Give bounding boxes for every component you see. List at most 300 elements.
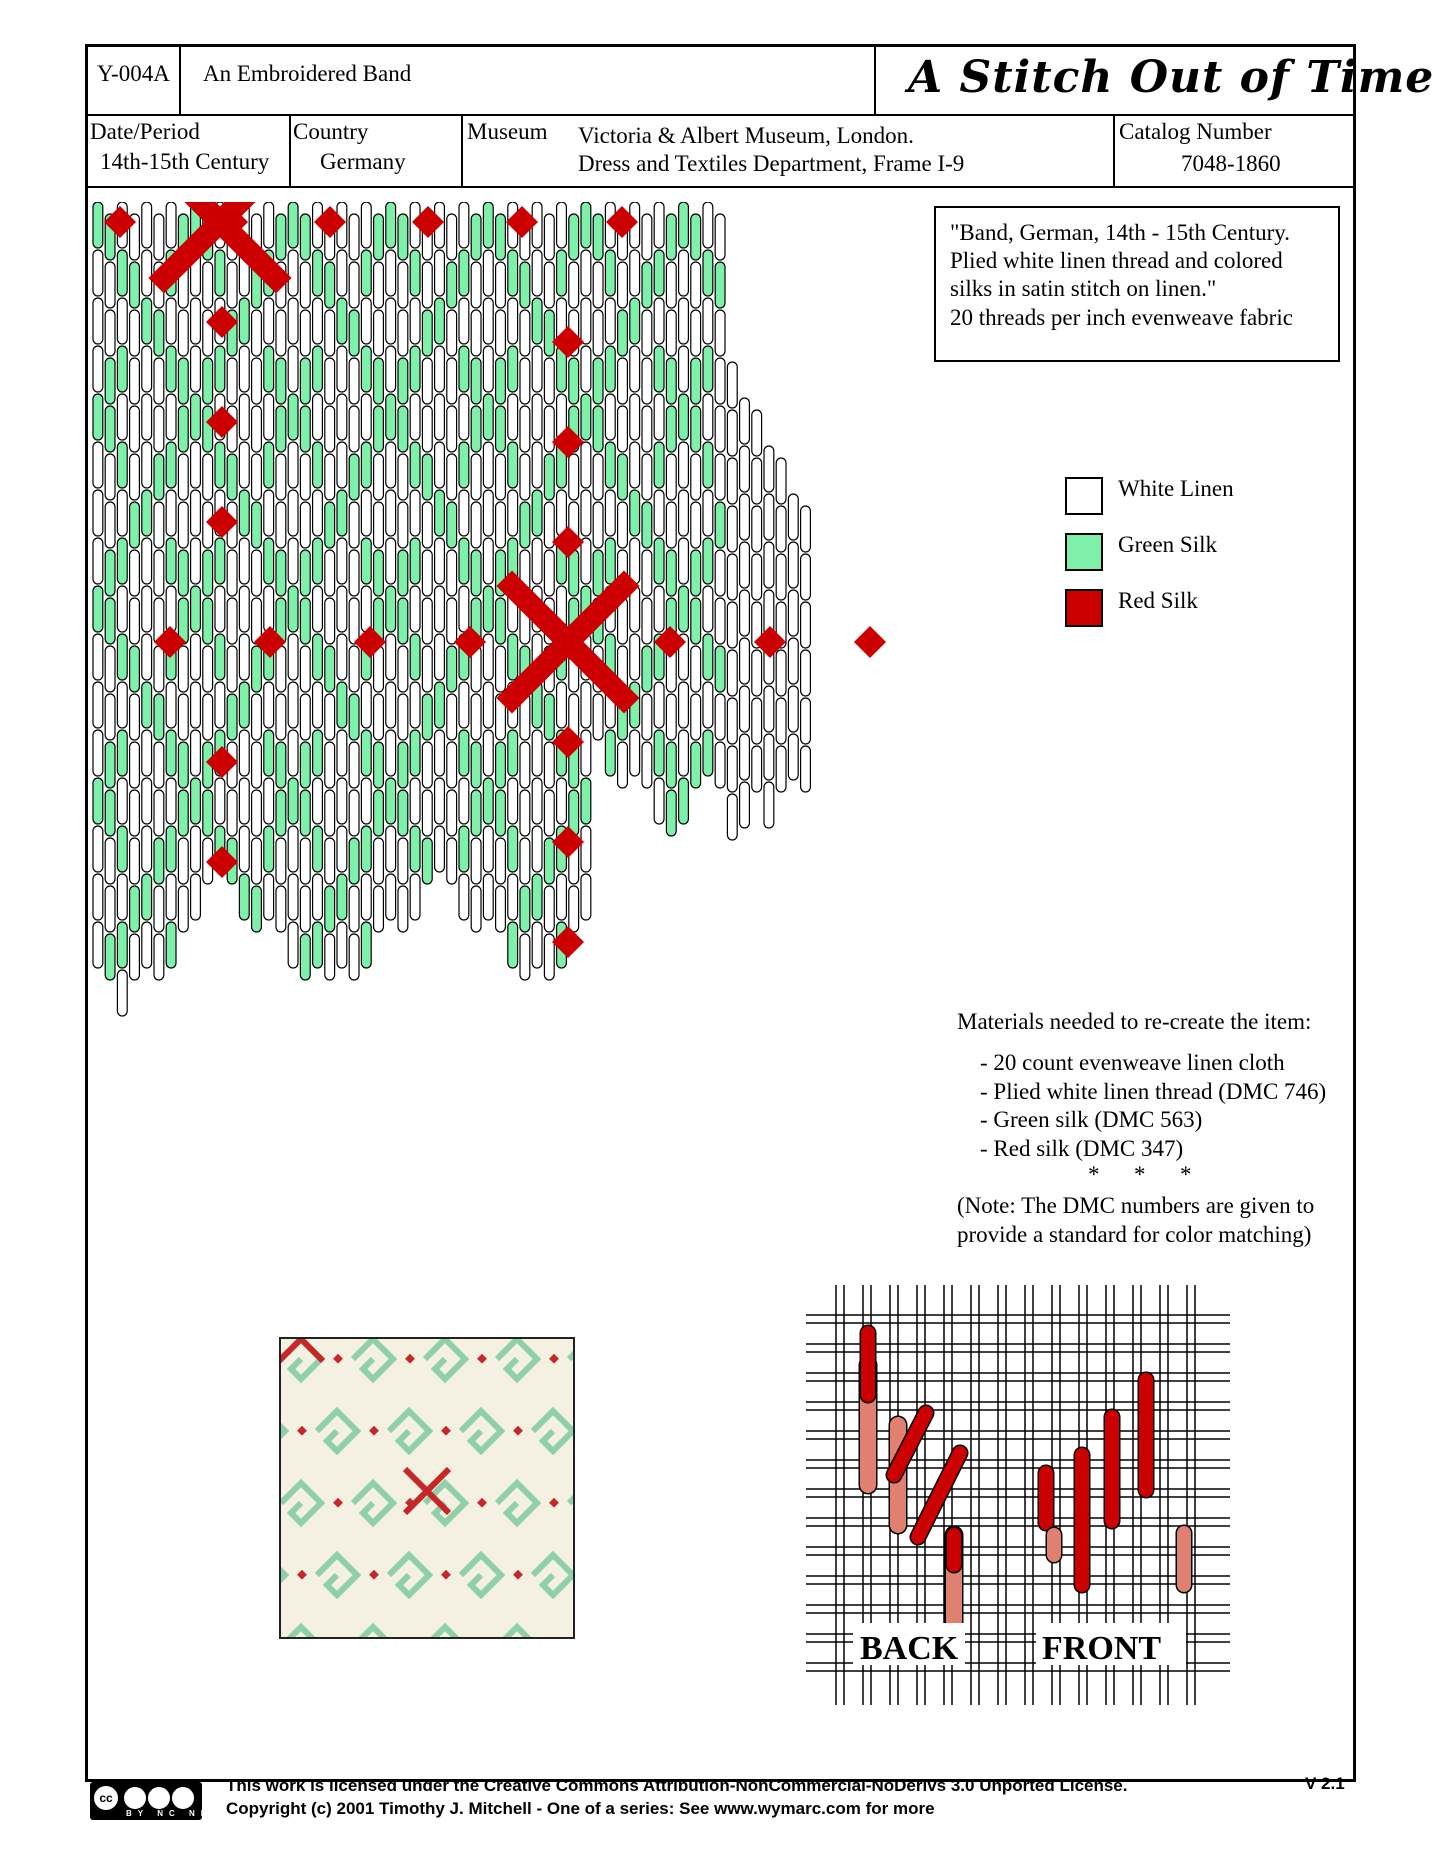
green-satin-stitch — [508, 250, 518, 296]
green-satin-stitch — [166, 826, 176, 872]
white-satin-stitch — [178, 646, 188, 692]
green-satin-stitch — [178, 358, 188, 404]
green-satin-stitch — [422, 838, 432, 884]
white-satin-stitch — [398, 694, 408, 740]
white-satin-stitch — [361, 394, 371, 440]
white-satin-stitch — [752, 746, 762, 792]
white-satin-stitch — [178, 886, 188, 932]
white-satin-stitch — [679, 490, 689, 536]
white-satin-stitch — [300, 310, 310, 356]
green-satin-stitch — [496, 214, 506, 260]
white-satin-stitch — [801, 602, 811, 648]
white-satin-stitch — [239, 634, 249, 680]
white-satin-stitch — [239, 778, 249, 824]
white-satin-stitch — [203, 454, 213, 500]
green-satin-stitch — [398, 790, 408, 836]
green-satin-stitch — [691, 742, 701, 788]
white-satin-stitch — [544, 886, 554, 932]
white-satin-stitch — [252, 838, 262, 884]
white-satin-stitch — [544, 406, 554, 452]
white-satin-stitch — [337, 634, 347, 680]
white-satin-stitch — [337, 730, 347, 776]
white-satin-stitch — [764, 446, 774, 492]
green-satin-stitch — [642, 262, 652, 308]
white-satin-stitch — [801, 698, 811, 744]
white-satin-stitch — [557, 778, 567, 824]
white-satin-stitch — [117, 778, 127, 824]
white-satin-stitch — [447, 406, 457, 452]
white-satin-stitch — [349, 406, 359, 452]
white-satin-stitch — [227, 358, 237, 404]
green-satin-stitch — [459, 250, 469, 296]
white-satin-stitch — [288, 346, 298, 392]
white-satin-stitch — [459, 490, 469, 536]
white-satin-stitch — [288, 250, 298, 296]
green-satin-stitch — [679, 202, 689, 248]
white-satin-stitch — [776, 650, 786, 696]
white-satin-stitch — [447, 358, 457, 404]
white-satin-stitch — [642, 406, 652, 452]
materials-separator: * * * — [1088, 1162, 1192, 1187]
white-satin-stitch — [154, 886, 164, 932]
green-satin-stitch — [117, 346, 127, 392]
white-satin-stitch — [520, 790, 530, 836]
white-satin-stitch — [727, 362, 737, 408]
green-satin-stitch — [691, 406, 701, 452]
green-satin-stitch — [374, 406, 384, 452]
white-satin-stitch — [630, 250, 640, 296]
white-satin-stitch — [752, 410, 762, 456]
white-satin-stitch — [142, 538, 152, 584]
white-satin-stitch — [117, 682, 127, 728]
white-satin-stitch — [361, 778, 371, 824]
green-satin-stitch — [117, 442, 127, 488]
white-satin-stitch — [142, 634, 152, 680]
white-satin-stitch — [142, 586, 152, 632]
white-satin-stitch — [520, 454, 530, 500]
green-satin-stitch — [435, 682, 445, 728]
white-satin-stitch — [288, 538, 298, 584]
white-satin-stitch — [715, 742, 725, 788]
white-satin-stitch — [752, 698, 762, 744]
white-satin-stitch — [496, 502, 506, 548]
white-satin-stitch — [361, 874, 371, 920]
green-satin-stitch — [508, 826, 518, 872]
green-satin-stitch — [239, 682, 249, 728]
white-satin-stitch — [227, 646, 237, 692]
green-satin-stitch — [93, 202, 103, 248]
white-satin-stitch — [117, 874, 127, 920]
green-satin-stitch — [471, 358, 481, 404]
green-satin-stitch — [215, 346, 225, 392]
legend-swatch-green — [1065, 533, 1103, 571]
white-satin-stitch — [422, 262, 432, 308]
white-satin-stitch — [349, 790, 359, 836]
green-satin-stitch — [276, 214, 286, 260]
green-satin-stitch — [349, 838, 359, 884]
white-satin-stitch — [581, 346, 591, 392]
white-satin-stitch — [605, 298, 615, 344]
white-satin-stitch — [349, 358, 359, 404]
stitch-diagram — [806, 1285, 1230, 1705]
white-satin-stitch — [117, 490, 127, 536]
white-satin-stitch — [117, 394, 127, 440]
green-satin-stitch — [130, 886, 140, 932]
white-satin-stitch — [93, 250, 103, 296]
by-icon — [122, 1785, 148, 1811]
white-satin-stitch — [142, 202, 152, 248]
white-satin-stitch — [93, 730, 103, 776]
white-satin-stitch — [654, 298, 664, 344]
white-satin-stitch — [313, 778, 323, 824]
green-satin-stitch — [483, 778, 493, 824]
white-satin-stitch — [788, 734, 798, 780]
white-satin-stitch — [117, 298, 127, 344]
white-satin-stitch — [581, 442, 591, 488]
white-satin-stitch — [276, 454, 286, 500]
green-satin-stitch — [130, 646, 140, 692]
white-satin-stitch — [130, 838, 140, 884]
white-satin-stitch — [166, 490, 176, 536]
green-satin-stitch — [117, 250, 127, 296]
green-satin-stitch — [361, 442, 371, 488]
green-satin-stitch — [276, 406, 286, 452]
white-satin-stitch — [191, 538, 201, 584]
green-satin-stitch — [410, 730, 420, 776]
green-satin-stitch — [361, 922, 371, 968]
green-satin-stitch — [203, 598, 213, 644]
white-satin-stitch — [740, 782, 750, 828]
white-satin-stitch — [544, 502, 554, 548]
green-satin-stitch — [410, 634, 420, 680]
white-satin-stitch — [130, 406, 140, 452]
white-satin-stitch — [740, 542, 750, 588]
green-satin-stitch — [593, 214, 603, 260]
white-satin-stitch — [300, 454, 310, 500]
white-satin-stitch — [727, 650, 737, 696]
white-satin-stitch — [203, 262, 213, 308]
green-satin-stitch — [557, 250, 567, 296]
white-satin-stitch — [288, 730, 298, 776]
white-satin-stitch — [776, 698, 786, 744]
copyright-line: Copyright (c) 2001 Timothy J. Mitchell - One of a series: See www.wymarc.com for more — [226, 1799, 935, 1818]
green-satin-stitch — [93, 394, 103, 440]
white-satin-stitch — [593, 454, 603, 500]
green-satin-stitch — [642, 502, 652, 548]
white-satin-stitch — [642, 454, 652, 500]
white-satin-stitch — [227, 598, 237, 644]
white-satin-stitch — [313, 586, 323, 632]
white-satin-stitch — [337, 778, 347, 824]
white-satin-stitch — [252, 406, 262, 452]
white-satin-stitch — [752, 506, 762, 552]
white-satin-stitch — [349, 886, 359, 932]
white-satin-stitch — [227, 790, 237, 836]
white-satin-stitch — [740, 398, 750, 444]
green-satin-stitch — [227, 454, 237, 500]
white-satin-stitch — [191, 874, 201, 920]
green-satin-stitch — [154, 310, 164, 356]
white-satin-stitch — [435, 730, 445, 776]
green-satin-stitch — [666, 214, 676, 260]
white-satin-stitch — [776, 746, 786, 792]
green-satin-stitch — [471, 214, 481, 260]
white-satin-stitch — [178, 454, 188, 500]
materials-heading: Materials needed to re-create the item: — [957, 1009, 1312, 1034]
white-satin-stitch — [544, 790, 554, 836]
green-satin-stitch — [398, 358, 408, 404]
date-value: 14th-15th Century — [100, 149, 270, 174]
white-satin-stitch — [691, 310, 701, 356]
white-satin-stitch — [300, 502, 310, 548]
white-satin-stitch — [691, 454, 701, 500]
green-satin-stitch — [618, 310, 628, 356]
white-satin-stitch — [227, 550, 237, 596]
green-satin-stitch — [117, 826, 127, 872]
white-satin-stitch — [544, 262, 554, 308]
white-satin-stitch — [325, 598, 335, 644]
green-satin-stitch — [703, 250, 713, 296]
green-satin-stitch — [544, 310, 554, 356]
green-satin-stitch — [593, 406, 603, 452]
green-satin-stitch — [593, 550, 603, 596]
green-satin-stitch — [178, 550, 188, 596]
white-satin-stitch — [532, 346, 542, 392]
white-satin-stitch — [239, 538, 249, 584]
white-satin-stitch — [276, 886, 286, 932]
white-satin-stitch — [154, 934, 164, 980]
green-satin-stitch — [325, 502, 335, 548]
series-title: A Stitch Out of Time — [908, 52, 1435, 103]
white-satin-stitch — [654, 778, 664, 824]
green-satin-stitch — [508, 442, 518, 488]
green-satin-stitch — [654, 730, 664, 776]
green-satin-stitch — [349, 694, 359, 740]
white-satin-stitch — [618, 742, 628, 788]
white-satin-stitch — [410, 298, 420, 344]
white-satin-stitch — [496, 310, 506, 356]
green-satin-stitch — [325, 646, 335, 692]
white-satin-stitch — [130, 742, 140, 788]
green-satin-stitch — [581, 202, 591, 248]
white-satin-stitch — [459, 586, 469, 632]
quote-line-4: 20 threads per inch evenweave fabric — [950, 305, 1293, 330]
green-satin-stitch — [203, 406, 213, 452]
white-satin-stitch — [130, 550, 140, 596]
white-satin-stitch — [288, 442, 298, 488]
date-label: Date/Period — [90, 119, 200, 144]
white-satin-stitch — [727, 602, 737, 648]
white-satin-stitch — [776, 554, 786, 600]
white-satin-stitch — [166, 778, 176, 824]
white-satin-stitch — [715, 214, 725, 260]
green-satin-stitch — [483, 202, 493, 248]
green-satin-stitch — [361, 538, 371, 584]
green-satin-stitch — [447, 646, 457, 692]
white-satin-stitch — [105, 838, 115, 884]
green-satin-stitch — [288, 778, 298, 824]
green-satin-stitch — [666, 790, 676, 836]
white-satin-stitch — [349, 742, 359, 788]
white-satin-stitch — [191, 634, 201, 680]
white-satin-stitch — [313, 490, 323, 536]
green-satin-stitch — [191, 394, 201, 440]
green-satin-stitch — [508, 634, 518, 680]
white-satin-stitch — [313, 874, 323, 920]
white-satin-stitch — [276, 646, 286, 692]
green-satin-stitch — [337, 298, 347, 344]
green-satin-stitch — [105, 742, 115, 788]
green-satin-stitch — [337, 682, 347, 728]
white-satin-stitch — [300, 886, 310, 932]
white-satin-stitch — [703, 682, 713, 728]
green-satin-stitch — [605, 346, 615, 392]
green-satin-stitch — [679, 586, 689, 632]
white-satin-stitch — [496, 646, 506, 692]
white-satin-stitch — [374, 262, 384, 308]
white-satin-stitch — [142, 826, 152, 872]
green-satin-stitch — [654, 442, 664, 488]
white-satin-stitch — [666, 502, 676, 548]
white-satin-stitch — [447, 838, 457, 884]
white-satin-stitch — [130, 310, 140, 356]
white-satin-stitch — [532, 922, 542, 968]
white-satin-stitch — [325, 934, 335, 980]
white-satin-stitch — [544, 358, 554, 404]
white-satin-stitch — [557, 202, 567, 248]
green-satin-stitch — [398, 406, 408, 452]
white-satin-stitch — [520, 310, 530, 356]
green-satin-stitch — [313, 922, 323, 968]
white-satin-stitch — [276, 310, 286, 356]
green-satin-stitch — [386, 778, 396, 824]
white-satin-stitch — [642, 550, 652, 596]
white-satin-stitch — [727, 698, 737, 744]
white-satin-stitch — [154, 502, 164, 548]
white-satin-stitch — [203, 694, 213, 740]
white-satin-stitch — [142, 346, 152, 392]
green-satin-stitch — [276, 790, 286, 836]
white-satin-stitch — [740, 446, 750, 492]
white-satin-stitch — [764, 686, 774, 732]
white-satin-stitch — [410, 682, 420, 728]
white-satin-stitch — [288, 922, 298, 968]
white-satin-stitch — [276, 694, 286, 740]
white-satin-stitch — [93, 298, 103, 344]
white-satin-stitch — [801, 506, 811, 552]
white-satin-stitch — [264, 586, 274, 632]
white-satin-stitch — [459, 874, 469, 920]
green-satin-stitch — [483, 394, 493, 440]
green-satin-stitch — [325, 262, 335, 308]
white-satin-stitch — [447, 694, 457, 740]
green-satin-stitch — [349, 310, 359, 356]
white-satin-stitch — [715, 550, 725, 596]
green-satin-stitch — [313, 634, 323, 680]
green-satin-stitch — [227, 694, 237, 740]
white-satin-stitch — [386, 730, 396, 776]
white-satin-stitch — [264, 778, 274, 824]
green-satin-stitch — [703, 730, 713, 776]
white-satin-stitch — [764, 542, 774, 588]
white-satin-stitch — [447, 454, 457, 500]
white-satin-stitch — [471, 886, 481, 932]
white-satin-stitch — [178, 502, 188, 548]
green-satin-stitch — [593, 358, 603, 404]
green-satin-stitch — [264, 826, 274, 872]
green-satin-stitch — [422, 310, 432, 356]
white-satin-stitch — [374, 694, 384, 740]
white-satin-stitch — [130, 790, 140, 836]
white-satin-stitch — [483, 250, 493, 296]
green-satin-stitch — [93, 586, 103, 632]
green-satin-stitch — [483, 586, 493, 632]
white-satin-stitch — [581, 826, 591, 872]
green-satin-stitch — [178, 742, 188, 788]
green-satin-stitch — [361, 346, 371, 392]
green-satin-stitch — [337, 874, 347, 920]
green-satin-stitch — [300, 358, 310, 404]
white-satin-stitch — [581, 538, 591, 584]
white-satin-stitch — [703, 298, 713, 344]
white-satin-stitch — [727, 746, 737, 792]
white-satin-stitch — [520, 838, 530, 884]
white-satin-stitch — [105, 310, 115, 356]
back-label: BACK — [860, 1630, 959, 1667]
green-satin-stitch — [666, 742, 676, 788]
green-satin-stitch — [508, 346, 518, 392]
green-satin-stitch — [105, 790, 115, 836]
white-satin-stitch — [130, 934, 140, 980]
white-satin-stitch — [386, 442, 396, 488]
white-satin-stitch — [215, 778, 225, 824]
green-satin-stitch — [544, 838, 554, 884]
green-satin-stitch — [313, 730, 323, 776]
green-satin-stitch — [459, 538, 469, 584]
green-satin-stitch — [191, 586, 201, 632]
green-satin-stitch — [666, 406, 676, 452]
white-satin-stitch — [142, 922, 152, 968]
white-satin-stitch — [422, 502, 432, 548]
green-satin-stitch — [435, 298, 445, 344]
white-satin-stitch — [130, 358, 140, 404]
white-satin-stitch — [691, 262, 701, 308]
white-satin-stitch — [459, 298, 469, 344]
white-satin-stitch — [325, 838, 335, 884]
white-satin-stitch — [93, 442, 103, 488]
white-satin-stitch — [313, 394, 323, 440]
green-satin-stitch — [532, 874, 542, 920]
white-satin-stitch — [252, 310, 262, 356]
museum-label: Museum — [467, 119, 548, 144]
white-satin-stitch — [154, 406, 164, 452]
green-satin-stitch — [410, 442, 420, 488]
green-satin-stitch — [117, 634, 127, 680]
white-satin-stitch — [435, 634, 445, 680]
red-diamond-motif — [854, 626, 886, 658]
white-satin-stitch — [520, 742, 530, 788]
white-satin-stitch — [508, 490, 518, 536]
green-satin-stitch — [691, 214, 701, 260]
green-satin-stitch — [154, 694, 164, 740]
white-satin-stitch — [398, 310, 408, 356]
white-satin-stitch — [581, 730, 591, 776]
quote-line-2: Plied white linen thread and colored — [950, 248, 1283, 273]
white-satin-stitch — [93, 922, 103, 968]
white-satin-stitch — [642, 214, 652, 260]
green-satin-stitch — [178, 790, 188, 836]
white-satin-stitch — [325, 358, 335, 404]
